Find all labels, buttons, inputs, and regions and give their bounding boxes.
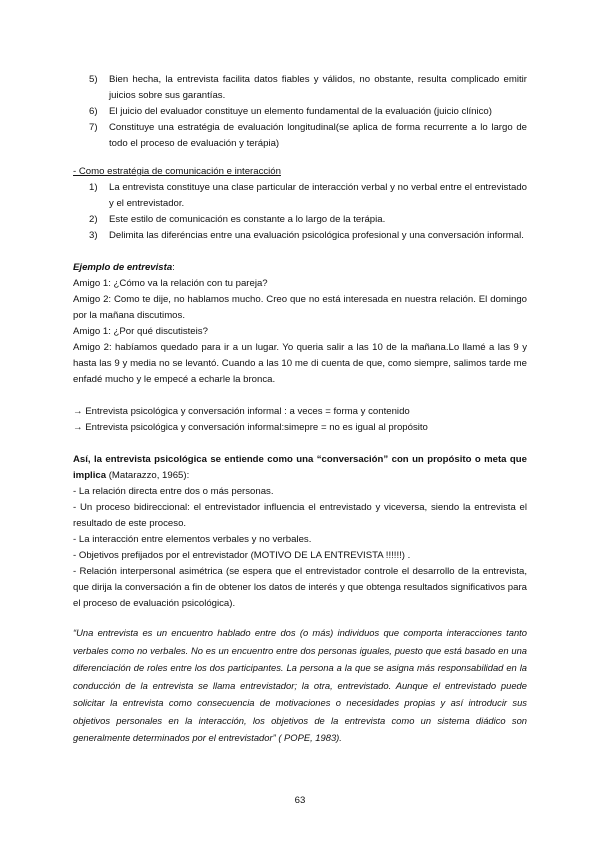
list-item	[73, 228, 527, 244]
list-text: La entrevista constituye una clase particular de interacción verbal y no verbal entre el entrevistado y el entrevistador.	[109, 182, 527, 209]
definition-citation: (Matarazzo, 1965)	[108, 470, 187, 481]
list-top	[73, 72, 527, 152]
definition-item: - Relación interpersonal asimétrica (se espera que el entrevistador controle el desarrollo de la entrevista, que dirija la conversación a fin de obtener los datos de interés y que obtenga resultados significativos para el proceso de evaluación psicológica).	[73, 566, 527, 609]
pope-quote: “Una entrevista es un encuentro hablado entre dos (o más) individuos que comporta interacciones tanto verbales como no verbales. No es un encuentro entre dos personas iguales, puesto que está basado en una diferenciación de roles entre los dos participantes. La persona a la que se asigna más responsabilidad en la conducción de la entrevista se llama entrevistador; la otra, entrevistado. Aunque el entrevistado puede solicitar la entrevista como consecuencia de motivaciones o necesidades propias y así introducir sus objetivos personales en la interacción, los objetivos de la entrevista como un sistema diádico son generalmente determinados por el entrevistador” ( POPE, 1983).	[73, 627, 527, 743]
definition-colon: :	[186, 470, 190, 481]
list-number: 1)	[89, 182, 98, 193]
arrow-note: → Entrevista psicológica y conversación informal : a veces = forma y contenido	[73, 406, 410, 417]
dialogue-line: Amigo 2: Como te dije, no hablamos mucho. Creo que no está interesada en nuestra relación. El domingo por la mañana discutimos.	[73, 294, 527, 321]
list-number: 6)	[89, 106, 98, 117]
list-item	[73, 212, 527, 228]
definition-lead	[73, 452, 527, 484]
page-content	[73, 72, 527, 747]
list-text: El juicio del evaluador constituye un elemento fundamental de la evaluación (juicio clínico)	[109, 106, 492, 117]
example-title: Ejemplo de entrevista	[73, 262, 173, 273]
list-number: 5)	[89, 74, 98, 85]
definition-item: - La interacción entre elementos verbales y no verbales.	[73, 534, 312, 545]
example-heading	[73, 260, 527, 276]
arrow-note: → Entrevista psicológica y conversación informal:simepre = no es igual al propósito	[73, 422, 428, 433]
page-number: 63	[294, 795, 306, 806]
definition-lead-text: Así, la entrevista psicológica se entiende como una “conversación” con un propósito o meta que implica	[73, 454, 527, 481]
list-number: 3)	[89, 230, 98, 241]
list-item	[73, 120, 527, 152]
list-text: Constituye una estratégia de evaluación longitudinal(se aplica de forma recurrente a lo largo de todo el proceso de evaluación y terápia)	[109, 122, 527, 149]
list-text: Delimita las diferéncias entre una evaluación psicológica profesional y una conversación informal.	[109, 230, 524, 241]
list-item	[73, 104, 527, 120]
list-item	[73, 72, 527, 104]
definition-item: - Un proceso bidireccional: el entrevistador influencia el entrevistado y viceversa, siendo la entrevista el resultado de este proceso.	[73, 502, 527, 529]
definition-item: - Objetivos prefijados por el entrevistador (MOTIVO DE LA ENTREVISTA !!!!!!) .	[73, 550, 411, 561]
list-number: 2)	[89, 214, 98, 225]
dialogue-line: Amigo 2: habíamos quedado para ir a un lugar. Yo queria salir a las 10 de la mañana.Lo llamé a las 9 y hasta las 9 y media no se levantó. Cuando a las 10 me di cuenta de que, como siempre, salimos tarde me enfadé mucho y le empecé a echarle la bronca.	[73, 342, 527, 385]
list-number: 7)	[89, 122, 98, 133]
example-title-suffix: :	[172, 262, 175, 273]
dialogue-line: Amigo 1: ¿Cómo va la relación con tu pareja?	[73, 278, 268, 289]
list-item	[73, 180, 527, 212]
list-text: Este estilo de comunicación es constante a lo largo de la terápia.	[109, 214, 386, 225]
section-heading: - Como estratégia de comunicación e interacción	[73, 166, 281, 177]
list-text: Bien hecha, la entrevista facilita datos fiables y válidos, no obstante, resulta complicado emitir juicios sobre sus garantías.	[109, 74, 527, 101]
definition-item: - La relación directa entre dos o más personas.	[73, 486, 274, 497]
list-communication	[73, 180, 527, 244]
dialogue-line: Amigo 1: ¿Por qué discutisteis?	[73, 326, 208, 337]
